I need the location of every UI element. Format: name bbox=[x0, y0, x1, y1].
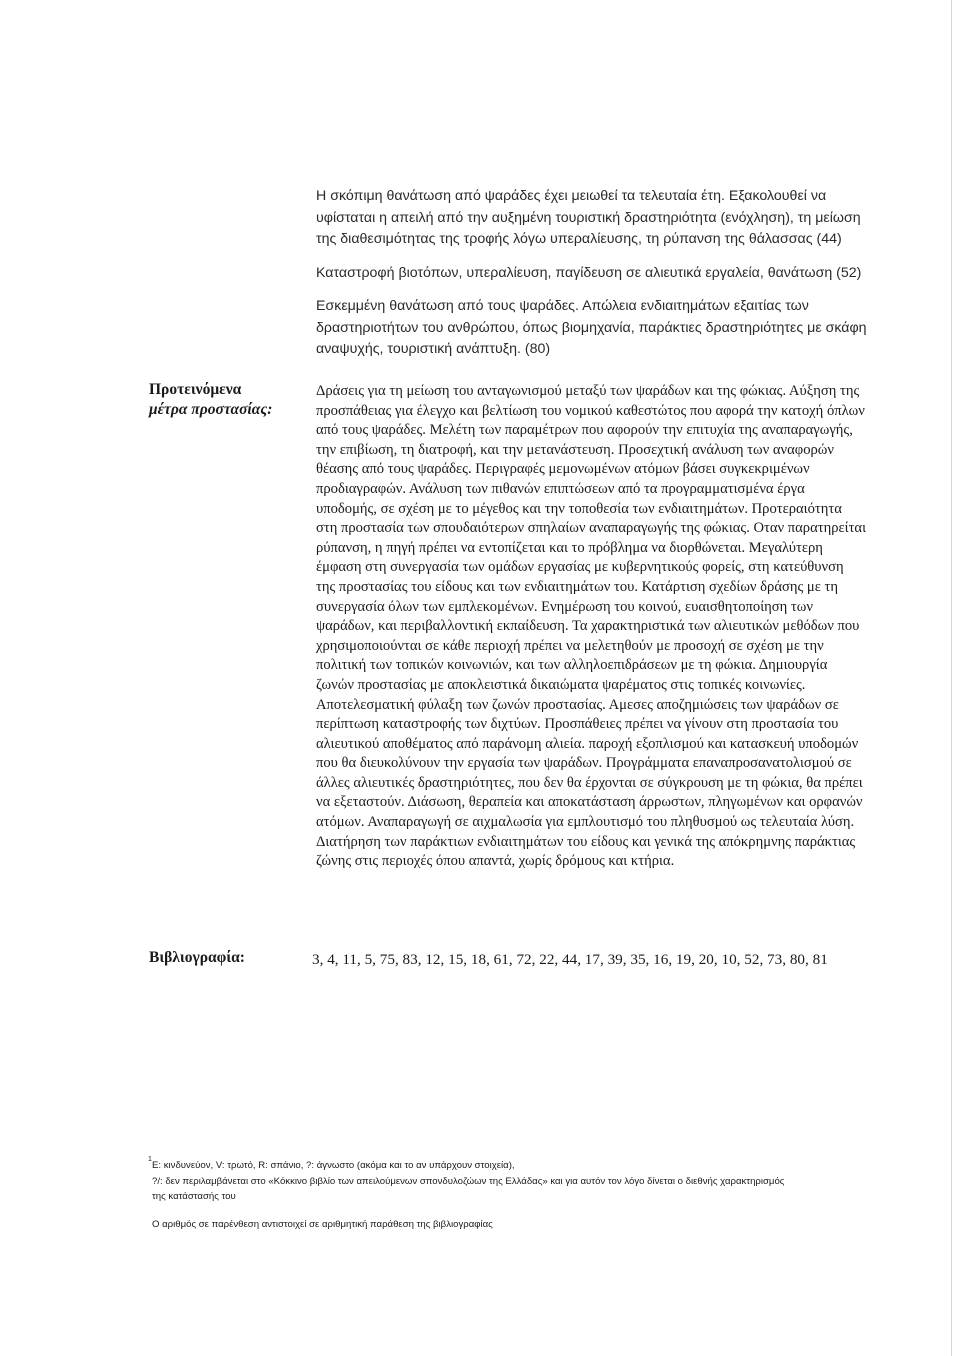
footnote-marker: 1 bbox=[148, 1156, 152, 1163]
measures-label-line2: μέτρα προστασίας: bbox=[149, 401, 273, 418]
page-edge-line bbox=[951, 0, 952, 1356]
measures-label-line1: Προτεινόμενα bbox=[149, 381, 242, 398]
measures-label bbox=[149, 380, 289, 420]
measures-text: Δράσεις για τη μείωση του ανταγωνισμού μεταξύ των ψαράδων και της φώκιας. Αύξηση της προσπάθειας για έλεγχο και βελτίωση του νομικού καθεστώτος που αφορά την κατοχή όπλων από τους ψαράδες. Μελέτη των παραμέτρων που αφορούν την επιτυχία της αναπαραγωγής, την επιβίωση, τη διατροφή, και την μετανάστευση. Προσεχτική ανάλυση των αναφορών θέασης από τους ψαράδες. Περιγραφές μεμονωμένων ατόμων βάσει συγκεκριμένων προδιαγραφών. Ανάλυση των πιθανών επιπτώσεων από τα προγραμματισμένα έργα υποδομής, σε σχέση με το μέγεθος και την τοποθεσία των ενδιαιτημάτων. Προτεραιότητα στη προστασία των σπουδαιότερων σπηλαίων αναπαραγωγής της φώκιας. Οταν παρατηρείται ρύπανση, η πηγή πρέπει να εντοπίζεται και το πρόβλημα να διορθώνεται. Μεγαλύτερη έμφαση στη συνεργασία των ομάδων εργασίας με κυβερνητικούς φορείς, στη κατεύθυνση της προστασίας του είδους και των ενδιαιτημάτων του. Κατάρτιση σχεδίων δράσης με τη συνεργασία όλων των εμπλεκομένων. Ενημέρωση του κοινού, ευαισθητοποίηση των ψαράδων, και περιβαλλοντική εκπαίδευση. Τα χαρακτηριστικά των αλιευτικών μεθόδων που χρησιμοποιούνται σε κάθε περιοχή πρέπει να μελετηθούν με προσοχή σε σχέση με την πολιτική των τοπικών κοινωνιών, και των αλληλοεπιδράσεων με τη φώκια. Δημιουργία ζωνών προστασίας με αποκλειστικά δικαιώματα ψαρέματος στις τοπικές κοινωνίες. Αποτελεσματική φύλαξη των ζωνών προστασίας. Αμεσες αποζημιώσεις των ψαράδων σε περίπτωση καταστροφής των διχτύων. Προσπάθειες πρέπει να γίνουν στη προστασία του αλιευτικού αποθέματος από παράνομη αλιεία. παροχή εξοπλισμού και κατασκευή υποδομών που θα διευκολύνουν την εργασία των ψαράδων. Προγράμματα επαναπροσανατολισμού σε άλλες αλιευτικές δραστηριότητες, που δεν θα έρχονται σε σύγκρουση με τη φώκια, θα πρέπει να εξεταστούν. Διάσωση, θεραπεία και αποκατάσταση άρρωστων, πληγωμένων και ορφανών ατόμων. Αναπαραγωγή σε αιχμαλωσία για εμπλουτισμό του πληθυσμού ως τελευταία λύση. Διατήρηση των παράκτιων ενδιαιτημάτων του είδους και γενικά της απόκρημνης παράκτιας ζώνης στις περιοχές όπου απαντά, χωρίς δρόμους και κτήρια. bbox=[316, 383, 867, 870]
threats-section bbox=[316, 186, 868, 373]
threat-paragraph: Καταστροφή βιοτόπων, υπεραλίευση, παγίδευση σε αλιευτικά εργαλεία, θανάτωση (52) bbox=[316, 264, 862, 281]
footnote-line: E: κινδυνεύον, V: τρωτό, R: σπάνιο, ?: άγνωστο (ακόμα και το αν υπάρχουν στοιχεία), bbox=[152, 1160, 515, 1171]
threat-paragraph: Η σκόπιμη θανάτωση από ψαράδες έχει μειωθεί τα τελευταία έτη. Εξακολουθεί να υφίσταται η απειλή από την αυξημένη τουριστική δραστηριότητα (ενόχληση), τη μείωση της διαθεσιμότητας της τροφής λόγω υπεραλίευσης, τη ρύπανση της θάλασσας (44) bbox=[316, 188, 861, 247]
footnote-note: Ο αριθμός σε παρένθεση αντιστοιχεί σε αριθμητική παράθεση της βιβλιογραφίας bbox=[152, 1218, 493, 1230]
bibliography-label: Βιβλιογραφία: bbox=[149, 949, 245, 966]
footnote-line: ?/: δεν περιλαμβάνεται στο «Κόκκινο βιβλίο των απειλούμενων σπονδυλοζώων της Ελλάδας» και για αυτόν τον λόγο δίνεται ο διεθνής χαρακτηρισμός της κατάστασής του bbox=[152, 1175, 785, 1202]
threat-paragraph: Εσκεμμένη θανάτωση από τους ψαράδες. Απώλεια ενδιαιτημάτων εξαιτίας των δραστηριοτήτων του ανθρώπου, όπως βιομηχανία, παράκτιες δραστηριότητες με σκάφη αναψυχής, τουριστική ανάπτυξη. (80) bbox=[316, 298, 867, 357]
footnotes bbox=[148, 1156, 792, 1232]
bibliography-references: 3, 4, 11, 5, 75, 83, 12, 15, 18, 61, 72, 22, 44, 17, 39, 35, 16, 19, 20, 10, 52, 73, 80, 81 bbox=[312, 951, 828, 968]
